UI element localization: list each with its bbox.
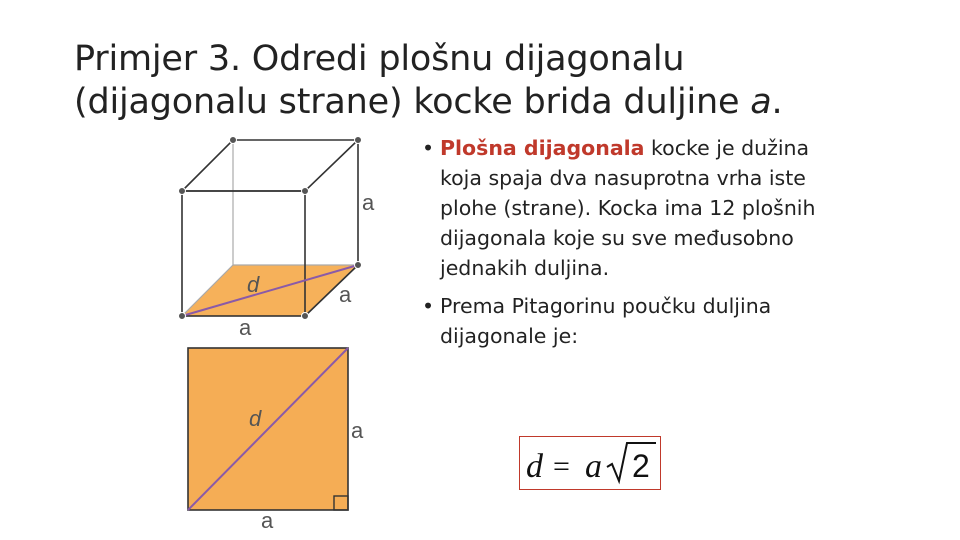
vertex xyxy=(302,188,309,195)
cube-label-diagonal: d xyxy=(247,272,260,297)
formula-lhs: d xyxy=(526,448,543,485)
formula-equals: = xyxy=(553,450,570,483)
vertex xyxy=(179,188,186,195)
bullet-item xyxy=(422,133,842,283)
square-label-side: a xyxy=(351,418,364,443)
title-variable: a xyxy=(750,82,772,122)
bullet-text: kocke je dužina koja spaja dva nasuprotna vrha iste plohe (strane). Kocka ima 12 plošnih dijagonala koje su sve međusobno jednakih duljina. xyxy=(440,136,816,280)
cube-and-square-figure xyxy=(165,130,405,535)
formula-box xyxy=(519,436,661,490)
vertex xyxy=(230,137,237,144)
vertex xyxy=(302,313,309,320)
title-line-2: (dijagonalu strane) kocke brida duljine xyxy=(74,82,751,122)
cube-top-face xyxy=(182,140,358,191)
slide-title xyxy=(74,38,782,124)
square-label-bottom: a xyxy=(261,508,274,533)
title-end: . xyxy=(771,82,783,122)
formula xyxy=(520,437,659,488)
bullet-highlight: Plošna dijagonala xyxy=(440,136,645,160)
bullet-dot: • xyxy=(422,136,435,160)
cube-label-base-front: a xyxy=(239,315,252,340)
square-label-diagonal: d xyxy=(249,406,262,431)
vertex xyxy=(355,137,362,144)
cube-label-edge: a xyxy=(362,190,375,215)
cube-diagram xyxy=(179,137,362,320)
bullet-list xyxy=(422,133,842,359)
bullet-dot: • xyxy=(422,294,435,318)
title-line-1: Primjer 3. Odredi plošnu dijagonalu xyxy=(74,39,685,79)
formula-coefficient: a xyxy=(585,448,602,485)
formula-radicand: 2 xyxy=(632,448,650,484)
square-diagram xyxy=(188,348,348,510)
bullet-item xyxy=(422,291,842,351)
vertex xyxy=(355,262,362,269)
vertex xyxy=(179,313,186,320)
cube-label-base-side: a xyxy=(339,282,352,307)
bullet-text: Prema Pitagorinu poučku duljina dijagonale je: xyxy=(440,294,772,348)
